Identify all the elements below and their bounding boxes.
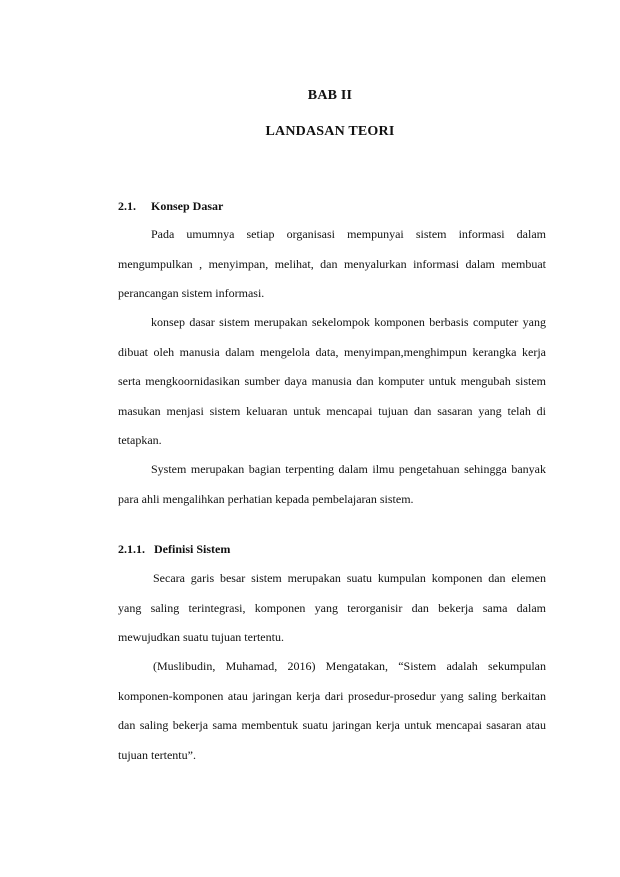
text-line: (Muslibudin, Muhamad, 2016) Mengatakan, “Sistem adalah sekumpulan <box>153 659 546 673</box>
text-line: Pada umumnya setiap organisasi mempunyai sistem informasi dalam <box>151 227 546 241</box>
text-line: yang saling terintegrasi, komponen yang terorganisir dan bekerja sama dalam <box>118 600 546 615</box>
text-line: dan saling bekerja sama membentuk suatu jaringan kerja untuk mencapai sasaran atau <box>118 718 546 733</box>
text-line: Secara garis besar sistem merupakan suatu kumpulan komponen dan elemen <box>153 571 546 585</box>
text-line: dibuat oleh manusia dalam mengelola data, menyimpan,menghimpun kerangka kerja <box>118 344 546 359</box>
section-number: 2.1.1. <box>118 542 145 556</box>
text-line: tujuan tertentu”. <box>118 747 196 762</box>
text-line: perancangan sistem informasi. <box>118 286 265 301</box>
chapter-title: LANDASAN TEORI <box>265 124 395 139</box>
text-line: masukan menjasi sistem keluaran untuk mencapai tujuan dan sasaran yang telah di <box>118 403 546 418</box>
text-line: mewujudkan suatu tujuan tertentu. <box>118 630 284 645</box>
section-heading-2-1 <box>118 199 223 214</box>
paragraph-konsep-3 <box>118 455 546 514</box>
paragraph-konsep-2 <box>118 308 546 456</box>
section-title: Definisi Sistem <box>154 542 231 556</box>
text-line: konsep dasar sistem merupakan sekelompok komponen berbasis computer yang <box>151 315 546 329</box>
section-number: 2.1. <box>118 199 136 213</box>
paragraph-konsep-1 <box>118 220 546 309</box>
text-line: serta mengkoornidasikan sumber daya manusia dan komputer untuk mengubah sistem <box>118 374 546 389</box>
section-heading-2-1-1 <box>118 542 230 557</box>
text-line: komponen-komponen atau jaringan kerja dari prosedur-prosedur yang saling berkaitan <box>118 688 546 703</box>
paragraph-definisi-2 <box>118 652 546 770</box>
text-line: System merupakan bagian terpenting dalam ilmu pengetahuan sehingga banyak <box>151 462 546 476</box>
chapter-number: BAB II <box>307 88 353 103</box>
text-line: mengumpulkan , menyimpan, melihat, dan menyalurkan informasi dalam membuat <box>118 256 546 271</box>
text-line: tetapkan. <box>118 433 162 448</box>
section-title: Konsep Dasar <box>151 199 224 213</box>
text-line: para ahli mengalihkan perhatian kepada pembelajaran sistem. <box>118 491 414 506</box>
paragraph-definisi-1 <box>118 564 546 653</box>
